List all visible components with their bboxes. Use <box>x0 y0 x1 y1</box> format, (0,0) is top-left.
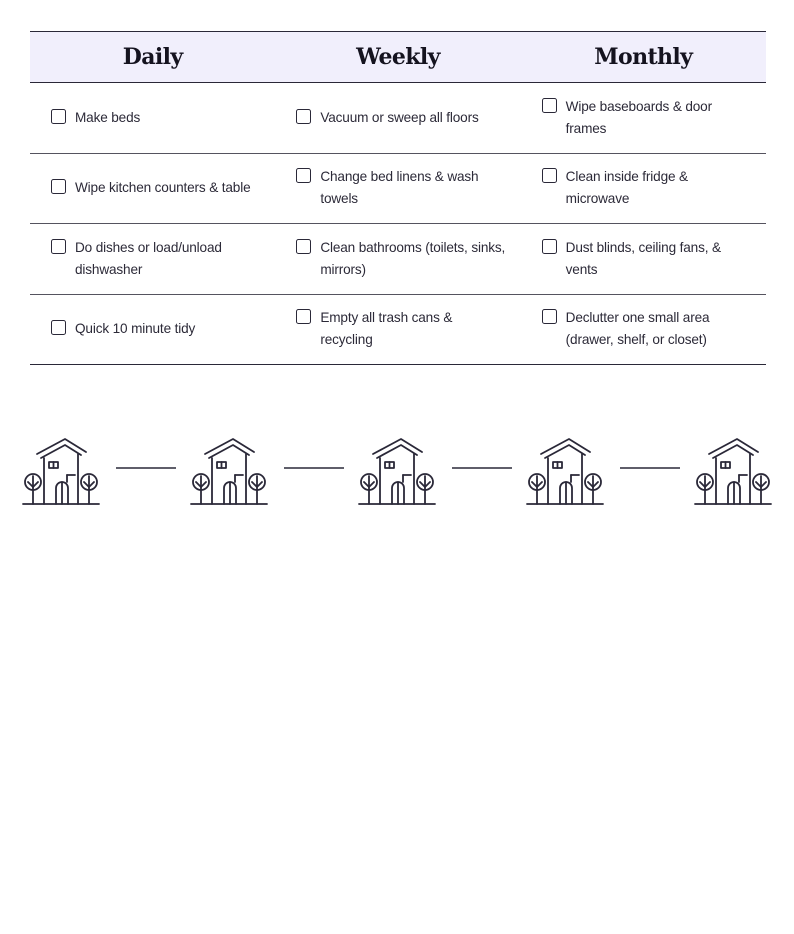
house-with-trees-icon <box>191 439 267 504</box>
task-label: Declutter one small area (drawer, shelf, or closet) <box>565 310 710 348</box>
task-checkbox[interactable] <box>542 309 557 324</box>
task-checkbox[interactable] <box>296 168 311 183</box>
task-label: Change bed linens & wash towels <box>320 169 479 207</box>
task-cell <box>521 295 766 365</box>
task-cell <box>30 224 275 294</box>
task-cell <box>275 154 520 224</box>
task-cell <box>521 224 766 294</box>
task-label: Empty all trash cans & recycling <box>320 310 453 348</box>
task-label: Wipe kitchen counters & table <box>75 180 251 196</box>
task-checkbox[interactable] <box>51 239 66 254</box>
task-checkbox[interactable] <box>542 98 557 113</box>
task-label: Make beds <box>75 109 141 125</box>
table-row <box>30 154 766 225</box>
table-row <box>30 224 766 295</box>
header-monthly: Monthly <box>594 44 693 70</box>
house-decoration-strip <box>0 430 794 510</box>
task-label: Clean bathrooms (toilets, sinks, mirrors) <box>320 239 506 277</box>
header-weekly: Weekly <box>356 44 440 70</box>
task-checkbox[interactable] <box>542 239 557 254</box>
house-with-trees-icon <box>527 439 603 504</box>
task-label: Quick 10 minute tidy <box>75 321 196 337</box>
task-checkbox[interactable] <box>51 320 66 335</box>
task-checkbox[interactable] <box>296 239 311 254</box>
table-row <box>30 83 766 154</box>
task-label: Wipe baseboards & door frames <box>565 98 712 136</box>
house-with-trees-icon <box>23 439 99 504</box>
task-label: Dust blinds, ceiling fans, & vents <box>565 239 721 277</box>
cleaning-schedule-table <box>30 31 766 365</box>
task-cell <box>521 83 766 153</box>
task-checkbox[interactable] <box>296 309 311 324</box>
task-label: Do dishes or load/unload dishwasher <box>75 239 222 277</box>
table-row <box>30 295 766 366</box>
task-cell <box>30 295 275 365</box>
house-with-trees-icon <box>359 439 435 504</box>
task-label: Vacuum or sweep all floors <box>320 109 479 125</box>
task-cell <box>275 224 520 294</box>
task-checkbox[interactable] <box>51 179 66 194</box>
task-cell <box>30 154 275 224</box>
task-cell <box>30 83 275 153</box>
task-checkbox[interactable] <box>542 168 557 183</box>
task-checkbox[interactable] <box>296 109 311 124</box>
task-cell <box>275 295 520 365</box>
task-cell <box>521 154 766 224</box>
header-daily: Daily <box>122 44 183 70</box>
house-with-trees-icon <box>695 439 771 504</box>
table-header <box>30 32 766 83</box>
task-checkbox[interactable] <box>51 109 66 124</box>
task-cell <box>275 83 520 153</box>
task-label: Clean inside fridge & microwave <box>565 169 688 207</box>
